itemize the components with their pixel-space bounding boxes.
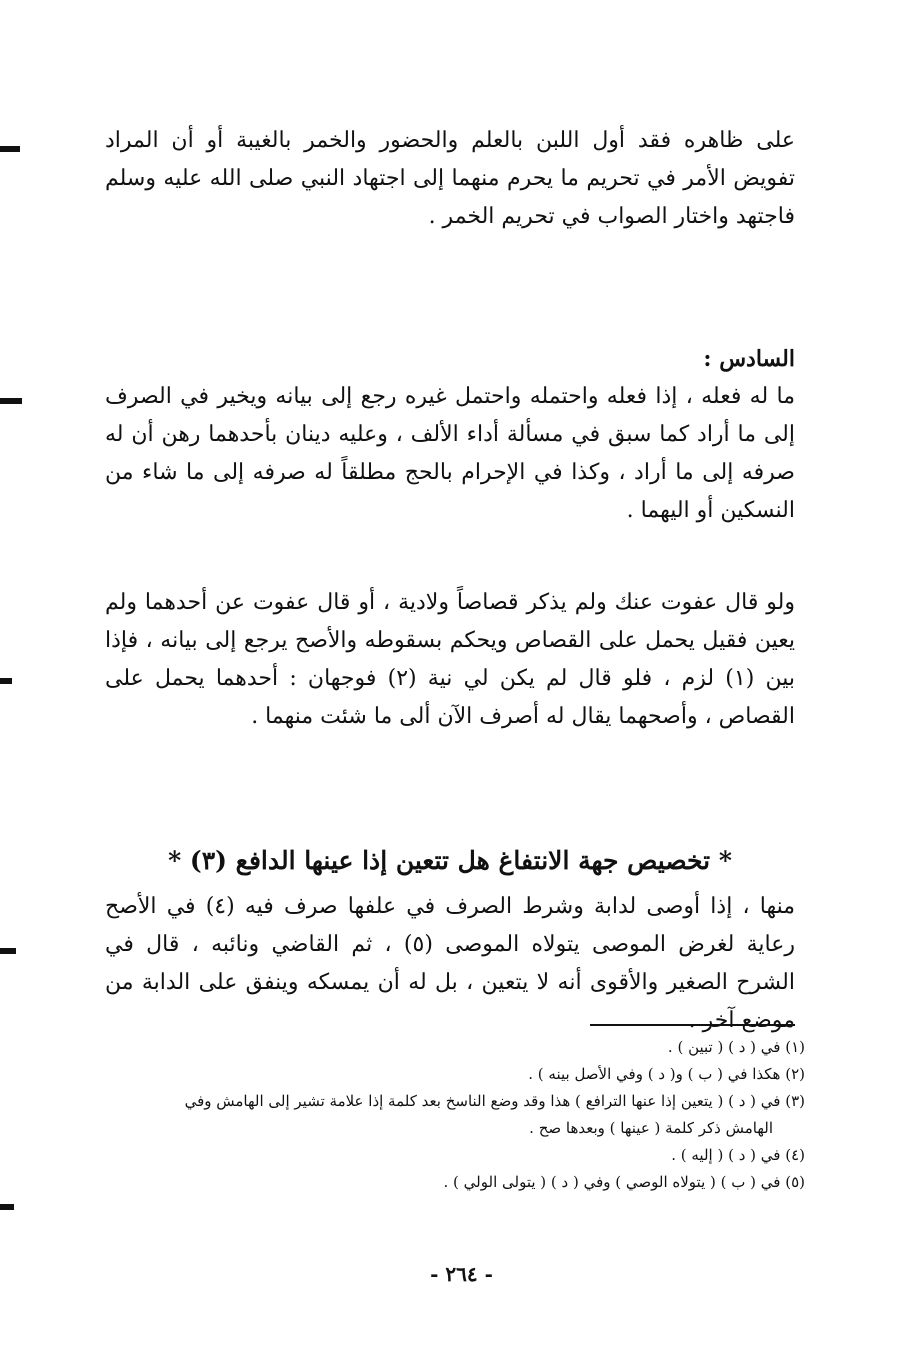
margin-mark (0, 678, 12, 684)
paragraph-sixth: ما له فعله ، إذا فعله واحتمله واحتمل غيره رجع إلى بيانه ويخير في الصرف إلى ما أراد كما سبق في مسألة أداء الألف ، وعليه دينان بأحدهما رهن أن له صرفه إلى ما أراد ، وكذا في الإحرام بالحج مطلقاً له صرفه إلى ما شاء من النسكين أو اليهما . (105, 384, 795, 523)
margin-mark (0, 146, 20, 152)
paragraph-opening: على ظاهره فقد أول اللبن بالعلم والحضور والخمر بالغيبة أو أن المراد تفويض الأمر في تحريم ما يحرم منهما إلى اجتهاد النبي صلى الله عليه وسلم فاجتهد واختار الصواب في تحريم الخمر . (105, 128, 796, 229)
paragraph-pardon: ولو قال عفوت عنك ولم يذكر قصاصاً ولادية ، أو قال عفوت عن أحدهما ولم يعين فقيل يحمل على القصاص ويحكم بسقوطه والأصح يرجع إلى بيانه ، فإذا بين (١) لزم ، فلو قال لم يكن لي نية (٢) فوجهان : أحدهما يحمل على القصاص ، وأصحهما يقال له أصرف الآن ألى ما شئت منهما . (105, 590, 795, 729)
section-heading-sixth: السادس : (703, 346, 795, 372)
margin-mark (0, 948, 16, 954)
footnote-2: (٢) هكذا في ( ب ) و( د ) وفي الأصل بينه ) . (528, 1065, 805, 1083)
footnote-4: (٤) في ( د ) ( إليه ) . (671, 1146, 805, 1164)
chapter-heading: * تخصيص جهة الانتفاغ هل تتعين إذا عينها الدافع (٣) * (168, 845, 732, 875)
footnote-1: (١) في ( د ) ( تبين ) . (667, 1038, 805, 1056)
margin-mark (0, 1204, 14, 1210)
paragraph-bequest: منها ، إذا أوصى لدابة وشرط الصرف في علفها صرف فيه (٤) في الأصح رعاية لغرض الموصى يتولاه الموصى (٥) ، ثم القاضي ونائبه ، قال في الشرح الصغير والأقوى أنه لا يتعين ، بل له أن يمسكه وينفق على الدابة من موضع آخر . (105, 894, 796, 1033)
footnote-3-continued: الهامش ذكر كلمة ( عينها ) وبعدها صح . (529, 1119, 773, 1137)
footnotes (105, 1034, 805, 1196)
page-number: - ٢٦٤ - (430, 1262, 493, 1286)
footnote-5: (٥) في ( ب ) ( يتولاه الوصي ) وفي ( د ) ( يتولى الولي ) . (443, 1173, 805, 1191)
margin-mark (0, 398, 22, 404)
footnote-3: (٣) في ( د ) ( يتعين إذا عنها الترافع ) هذا وقد وضع الناسخ بعد كلمة إذا علامة تشير إلى الهامش وفي (184, 1092, 805, 1110)
footnote-separator (590, 1024, 795, 1026)
